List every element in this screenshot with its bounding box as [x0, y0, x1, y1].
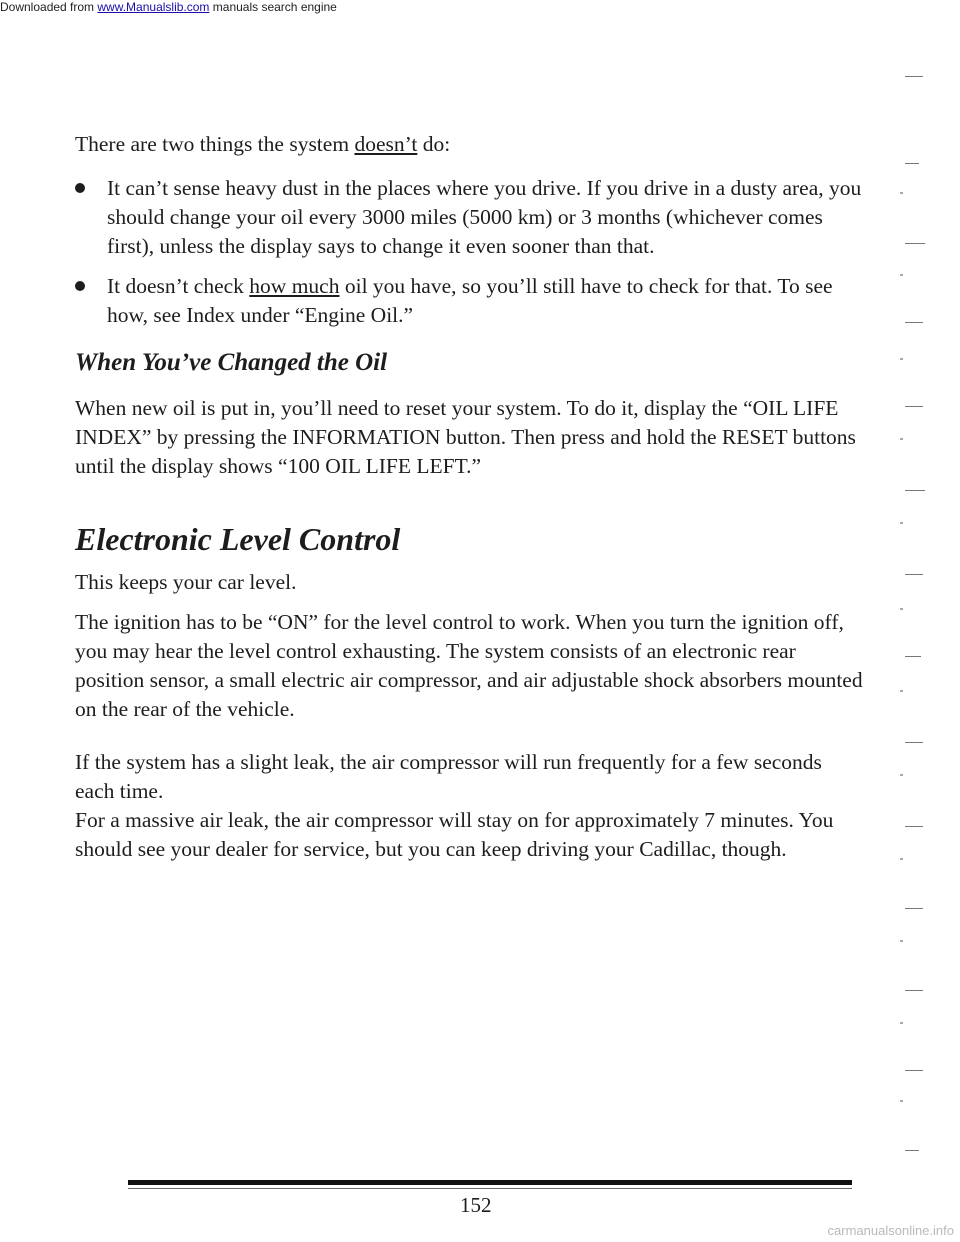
manualslib-link[interactable]: www.Manualslib.com [97, 0, 210, 14]
banner-prefix: Downloaded from [0, 0, 98, 14]
intro-paragraph: There are two things the system doesn’t do: [75, 132, 451, 156]
edge-dot [900, 274, 903, 276]
edge-dot [900, 192, 903, 194]
paragraph-reset-system: When new oil is put in, you’ll need to reset your system. To do it, display the “OIL LIFE INDEX” by pressing the INFORMATION button. Then press and hold the RESET buttons until the display shows “100 OIL LIFE LEFT.” [75, 396, 856, 478]
bullet-icon [75, 281, 85, 291]
edge-mark [905, 490, 925, 491]
footer-rule-thin [128, 1188, 852, 1189]
heading-changed-oil: When You’ve Changed the Oil [75, 349, 388, 376]
edge-dot [900, 1022, 903, 1024]
footer-rule [128, 1180, 852, 1185]
bullet-oil-amount-text: It doesn’t check how much oil you have, so you’ll still have to check for that. To see how, see Index under “Engine Oil.” [107, 274, 833, 327]
edge-dot [900, 858, 903, 860]
edge-mark [905, 908, 923, 909]
heading-electronic-level-control: Electronic Level Control [75, 521, 401, 557]
edge-mark [905, 574, 923, 575]
edge-mark [905, 826, 923, 827]
edge-mark [905, 322, 923, 323]
edge-mark [905, 742, 923, 743]
edge-mark [905, 1070, 923, 1071]
edge-mark [905, 406, 923, 407]
edge-dot [900, 608, 903, 610]
paragraph-slight-leak: If the system has a slight leak, the air compressor will run frequently for a few seconds each time. [75, 750, 822, 803]
edge-mark [905, 656, 921, 657]
edge-dot [900, 774, 903, 776]
banner-suffix: manuals search engine [209, 0, 337, 14]
paragraph-keeps-level: This keeps your car level. [75, 570, 297, 594]
download-banner [0, 0, 960, 14]
page-number: 152 [460, 1193, 492, 1217]
watermark: carmanualsonline.info [827, 1223, 954, 1238]
edge-dot [900, 358, 903, 360]
edge-dot [900, 522, 903, 524]
bullet-dust-text: It can’t sense heavy dust in the places where you drive. If you drive in a dusty area, you should change your oil every 3000 miles (5000 km) or 3 months (whichever comes first), unless the display says to change it even sooner than that. [107, 176, 862, 258]
paragraph-massive-leak: For a massive air leak, the air compressor will stay on for approximately 7 minutes. You should see your dealer for service, but you can keep driving your Cadillac, though. [75, 808, 834, 861]
paragraph-ignition: The ignition has to be “ON” for the level control to work. When you turn the ignition off, you may hear the level control exhausting. The system consists of an electronic rear position sensor, a small electric air compressor, and air adjustable shock absorbers mounted on the rear of the vehicle. [75, 610, 863, 721]
underlined-how-much: how much [249, 274, 340, 298]
edge-mark [905, 1150, 919, 1151]
edge-dot [900, 438, 903, 440]
edge-mark [905, 243, 925, 244]
edge-dot [900, 940, 903, 942]
edge-mark [905, 163, 919, 164]
bullet-icon [75, 183, 85, 193]
edge-dot [900, 1100, 903, 1102]
underlined-doesnt: doesn’t [354, 132, 418, 156]
edge-mark [905, 990, 923, 991]
edge-dot [900, 690, 903, 692]
edge-mark [905, 76, 923, 77]
